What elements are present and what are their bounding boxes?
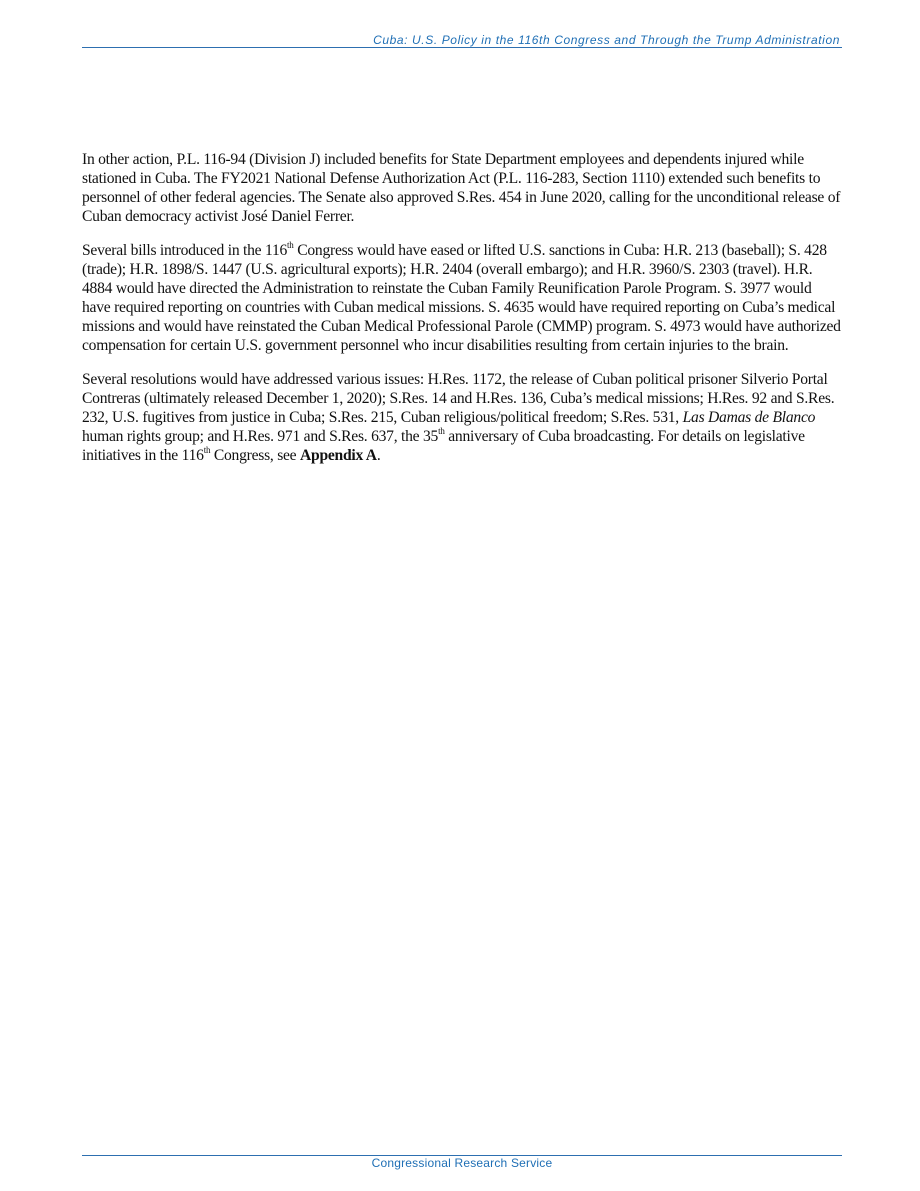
- paragraph-legislative-action: In other action, P.L. 116-94 (Division J) included benefits for State Department employees and dependents injured while stationed in Cuba. The FY2021 National Defense Authorization Act (P.L. 116-283, Section 1110) extended such benefits to personnel of other federal agencies. The Senate also approved S.Res. 454 in June 2020, calling for the unconditional release of Cuban democracy activist José Daniel Ferrer.: [82, 151, 841, 225]
- superscript-th: th: [203, 444, 211, 455]
- superscript-th: th: [438, 425, 445, 436]
- paragraph-bills-introduced: [82, 241, 842, 355]
- appendix-a-link[interactable]: Appendix A: [300, 447, 377, 464]
- text-segment: anniversary of Cuba broadcasting. For details on legislative initiatives in the 116: [82, 428, 805, 464]
- text-segment: Several bills introduced in the 116: [82, 242, 288, 259]
- italic-group-name: Las Damas de Blanco: [682, 409, 816, 426]
- text-segment: Congress would have eased or lifted U.S. sanctions in Cuba: H.R. 213 (baseball); S. 428 (trade); H.R. 1898/S. 1447 (U.S. agricultural exports); H.R. 2404 (overall embargo); and H.R. 3960/S. 2303 (travel). H.R. 4884 would have directed the Administration to reinstate the Cuban Family Reunification Parole Program. S. 3977 would have required reporting on countries with Cuban medical missions. S. 4635 would have required reporting on Cuba’s medical missions and would have reinstated the Cuban Medical Professional Parole (CMMP) program. S. 4973 would have authorized compensation for certain U.S. government personnel who incur disabilities resulting from certain injuries to the brain.: [82, 242, 841, 354]
- text-segment: Several resolutions would have addressed various issues: H.Res. 1172, the release of Cuban political prisoner Silverio Portal Contreras (ultimately released December 1, 2020); S.Res. 14 and H.Res. 136, Cuba’s medical missions; H.Res. 92 and S.Res. 232, U.S. fugitives from justice in Cuba; S.Res. 215, Cuban religious/political freedom; S.Res. 531,: [82, 371, 835, 426]
- paragraph-resolutions: [82, 370, 842, 465]
- body-text: [82, 150, 842, 480]
- text-segment: Congress, see: [210, 447, 301, 464]
- superscript-th: th: [287, 239, 294, 250]
- text-segment: human rights group; and H.Res. 971 and S.Res. 637, the 35: [82, 428, 439, 445]
- header-divider: [82, 47, 842, 48]
- footer-text: Congressional Research Service: [371, 1156, 553, 1170]
- text-segment: .: [376, 447, 381, 464]
- running-header: Cuba: U.S. Policy in the 116th Congress and Through the Trump Administration: [373, 33, 840, 47]
